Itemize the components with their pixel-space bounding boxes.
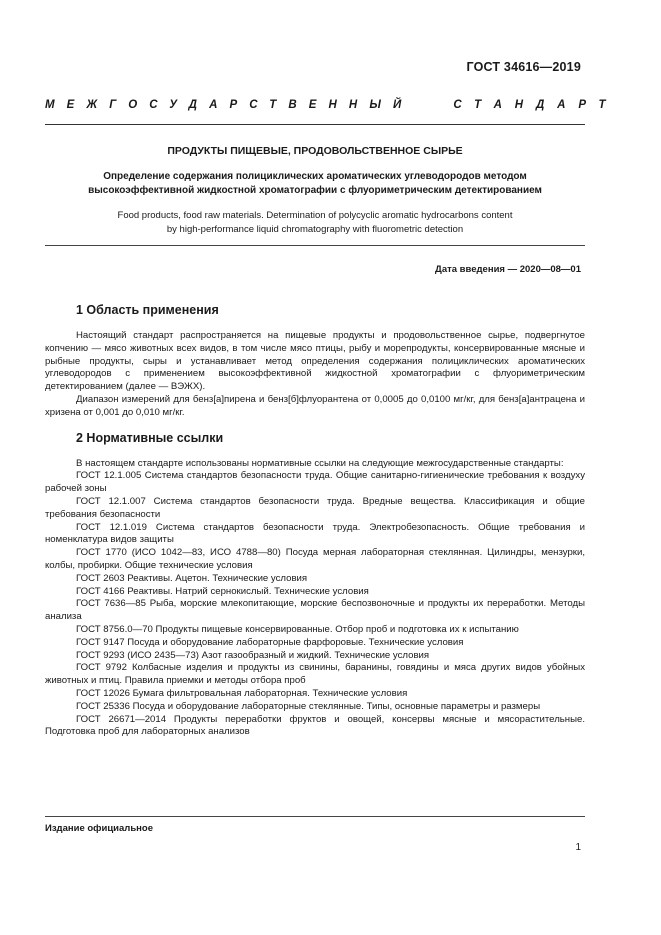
section-heading-normative-references: 2 Нормативные ссылки [76, 430, 224, 445]
reference-item: ГОСТ 9293 (ИСО 2435—73) Азот газообразный и жидкий. Технические условия [76, 649, 430, 661]
banner-word-standard: СТАНДАРТ [453, 99, 619, 111]
top-divider [45, 124, 585, 125]
reference-item: ГОСТ 25336 Посуда и оборудование лабораторные стеклянные. Типы, основные параметры и размеры [76, 700, 541, 712]
english-title-line: Food products, food raw materials. Determination of polycyclic aromatic hydrocarbons content [117, 210, 513, 221]
banner-word-interstate: МЕЖГОСУДАРСТВЕННЫЙ [45, 99, 414, 111]
english-title-line: by high-performance liquid chromatography with fluorometric detection [166, 223, 464, 235]
reference-item: ГОСТ 1770 (ИСО 1042—83, ИСО 4788—80) Посуда мерная лабораторная стеклянная. Цилиндры, мензурки, колбы, пробирки. Общие технические условия [45, 547, 585, 571]
footer-divider [45, 816, 585, 817]
document-body [45, 302, 585, 739]
document-title-en [45, 209, 585, 236]
document-subtitle-ru [45, 170, 585, 198]
document-title-ru: ПРОДУКТЫ ПИЩЕВЫЕ, ПРОДОВОЛЬСТВЕННОЕ СЫРЬЕ [167, 145, 463, 157]
paragraph: В настоящем стандарте использованы нормативные ссылки на следующие межгосударственные стандарты: [76, 457, 564, 469]
reference-item: ГОСТ 12.1.005 Система стандартов безопасности труда. Общие санитарно-гигиенические требования к воздуху рабочей зоны [45, 470, 585, 495]
reference-item: ГОСТ 12.1.019 Система стандартов безопасности труда. Электробезопасность. Общие требования и номенклатура видов защиты [45, 521, 585, 546]
reference-item: ГОСТ 9147 Посуда и оборудование лабораторные фарфоровые. Технические условия [76, 636, 464, 648]
reference-item: ГОСТ 4166 Реактивы. Натрий сернокислый. Технические условия [76, 585, 369, 597]
reference-item: ГОСТ 12026 Бумага фильтровальная лабораторная. Технические условия [76, 687, 408, 699]
reference-item: ГОСТ 26671—2014 Продукты переработки фруктов и овощей, консервы мясные и мясорастительные. Подготовка проб для лабораторных анализов [45, 713, 585, 738]
title-divider [45, 245, 585, 246]
reference-item: ГОСТ 2603 Реактивы. Ацетон. Технические условия [76, 572, 308, 584]
page-number: 1 [575, 842, 581, 853]
reference-item: ГОСТ 7636—85 Рыба, морские млекопитающие, морские беспозвоночные и продукты их переработки. Методы анализа [45, 598, 585, 623]
reference-item: ГОСТ 8756.0—70 Продукты пищевые консервированные. Отбор проб и подготовка их к испытанию [76, 623, 519, 635]
introduction-date: Дата введения — 2020—08—01 [435, 264, 581, 275]
paragraph: Диапазон измерений для бенз[а]пирена и бенз[б]флуорантена от 0,0005 до 0,0100 мг/кг, для бенз[а]антрацена и хризена от 0,001 до 0,010 мг/кг. [45, 393, 585, 418]
reference-item: ГОСТ 12.1.007 Система стандартов безопасности труда. Вредные вещества. Классификация и общие требования безопасности [45, 495, 585, 520]
paragraph: Настоящий стандарт распространяется на пищевые продукты и продовольственное сырье, подвергнутое копчению — мясо животных всех видов, в том числе мясо птицы, рыбу и морепродукты, консервированные мясные и рыбные продукты, сыры и устанавливает метод определения содержания полициклических ароматических углеводородов с применением высокоэффективной жидкостной хроматографии с флуориметрическим детектированием (далее — ВЭЖХ). [45, 330, 585, 393]
document-number: ГОСТ 34616—2019 [466, 60, 581, 74]
section-heading-scope: 1 Область применения [76, 303, 219, 317]
reference-item: ГОСТ 9792 Колбасные изделия и продукты из свинины, баранины, говядины и мяса других видов убойных животных и птиц. Правила приемки и методы отбора проб [45, 662, 585, 687]
subtitle-line: Определение содержания полициклических ароматических углеводородов методом [103, 171, 527, 182]
official-edition-label: Издание официальное [45, 823, 153, 834]
subtitle-line: высокоэффективной жидкостной хроматографии с флуориметрическим детектированием [88, 185, 542, 196]
standard-type-banner [45, 99, 619, 111]
